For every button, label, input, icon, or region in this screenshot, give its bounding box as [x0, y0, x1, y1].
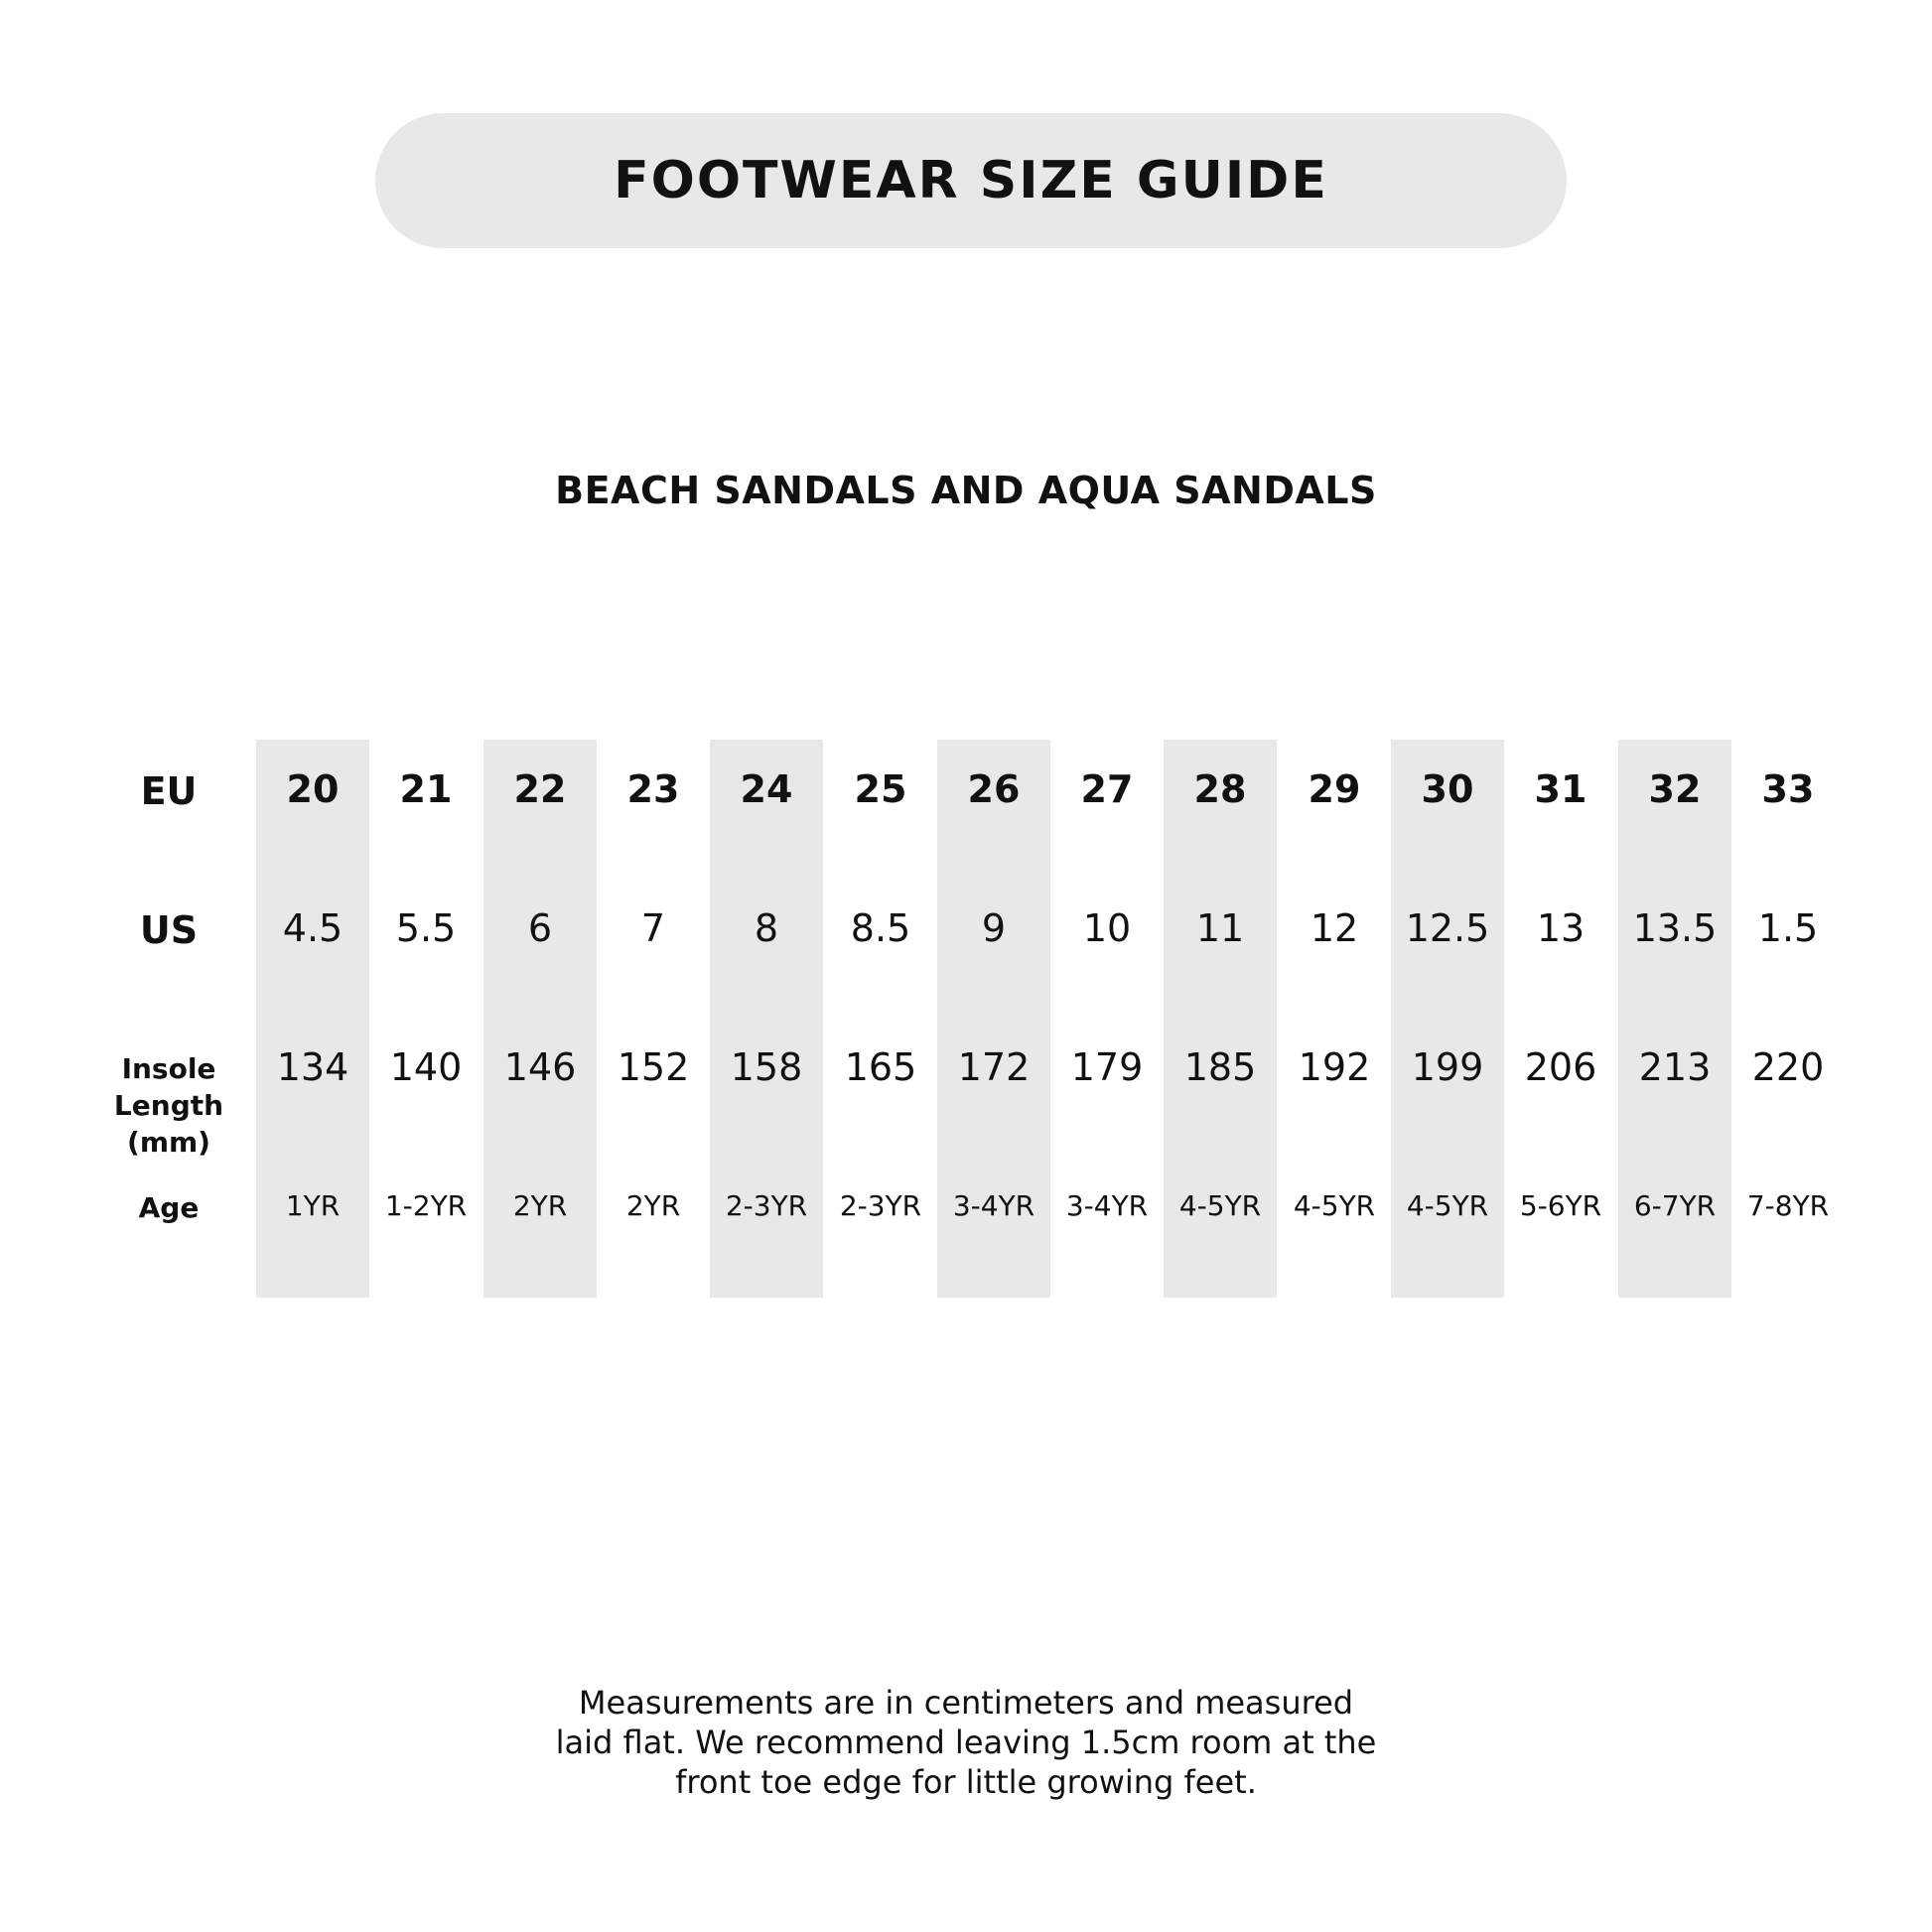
size-eu-cell: 30 [1421, 767, 1474, 811]
size-eu-cell: 33 [1761, 767, 1815, 811]
size-eu-cell: 20 [286, 767, 340, 811]
size-insole-cell: 185 [1183, 1045, 1257, 1089]
size-eu-cell: 27 [1080, 767, 1134, 811]
size-insole-cell: 152 [617, 1045, 690, 1089]
row-label-insole-line2: Length [113, 1089, 224, 1122]
size-us-cell: 5.5 [395, 906, 457, 950]
size-us-cell: 9 [981, 906, 1007, 950]
size-us-cell: 13.5 [1632, 906, 1718, 950]
size-insole-cell: 140 [389, 1045, 463, 1089]
size-insole-cell: 179 [1070, 1045, 1144, 1089]
size-us-cell: 1.5 [1757, 906, 1819, 950]
size-eu-cell: 24 [740, 767, 793, 811]
size-us-cell: 12 [1310, 906, 1359, 950]
size-insole-cell: 158 [730, 1045, 803, 1089]
size-insole-cell: 192 [1298, 1045, 1371, 1089]
size-us-cell: 4.5 [282, 906, 344, 950]
row-label-age: Age [138, 1191, 200, 1224]
size-us-cell: 8.5 [850, 906, 911, 950]
size-insole-cell: 165 [844, 1045, 917, 1089]
size-age-cell: 2-3YR [839, 1189, 922, 1222]
size-us-cell: 10 [1082, 906, 1132, 950]
size-age-cell: 4-5YR [1178, 1189, 1262, 1222]
size-age-cell: 4-5YR [1406, 1189, 1489, 1222]
note-line-1: Measurements are in centimeters and measured [578, 1684, 1354, 1722]
size-insole-cell: 199 [1411, 1045, 1484, 1089]
page-title: FOOTWEAR SIZE GUIDE [614, 151, 1328, 210]
size-insole-cell: 172 [957, 1045, 1031, 1089]
note-line-2: laid flat. We recommend leaving 1.5cm room at the [555, 1724, 1377, 1761]
size-insole-cell: 213 [1638, 1045, 1712, 1089]
size-us-cell: 12.5 [1405, 906, 1490, 950]
size-age-cell: 6-7YR [1633, 1189, 1717, 1222]
size-eu-cell: 25 [854, 767, 907, 811]
size-age-cell: 3-4YR [1065, 1189, 1149, 1222]
size-age-cell: 2YR [512, 1189, 568, 1222]
size-age-cell: 2YR [625, 1189, 681, 1222]
size-us-cell: 13 [1536, 906, 1586, 950]
section-subtitle: BEACH SANDALS AND AQUA SANDALS [555, 469, 1377, 512]
note-line-3: front toe edge for little growing feet. [675, 1763, 1257, 1801]
size-age-cell: 1YR [285, 1189, 341, 1222]
size-age-cell: 4-5YR [1293, 1189, 1376, 1222]
row-label-us: US [139, 908, 199, 952]
row-label-eu: EU [140, 769, 198, 813]
title-pill [375, 113, 1567, 248]
size-insole-cell: 206 [1524, 1045, 1597, 1089]
size-age-cell: 3-4YR [952, 1189, 1035, 1222]
size-eu-cell: 22 [513, 767, 567, 811]
size-eu-cell: 32 [1648, 767, 1702, 811]
row-label-insole-length [60, 1050, 278, 1161]
size-eu-cell: 21 [399, 767, 453, 811]
size-eu-cell: 29 [1308, 767, 1361, 811]
size-us-cell: 8 [754, 906, 779, 950]
size-eu-cell: 28 [1193, 767, 1247, 811]
row-label-insole-line3: (mm) [127, 1126, 210, 1159]
size-age-cell: 1-2YR [384, 1189, 468, 1222]
size-age-cell: 7-8YR [1746, 1189, 1830, 1222]
size-eu-cell: 31 [1534, 767, 1587, 811]
measurement-note [470, 1683, 1462, 1802]
size-age-cell: 5-6YR [1519, 1189, 1602, 1222]
size-age-cell: 2-3YR [725, 1189, 808, 1222]
size-insole-cell: 220 [1751, 1045, 1825, 1089]
size-us-cell: 11 [1195, 906, 1245, 950]
size-us-cell: 7 [640, 906, 666, 950]
size-eu-cell: 26 [967, 767, 1021, 811]
size-insole-cell: 146 [503, 1045, 577, 1089]
row-label-insole-line1: Insole [121, 1052, 216, 1085]
size-insole-cell: 134 [276, 1045, 349, 1089]
size-eu-cell: 23 [626, 767, 680, 811]
size-us-cell: 6 [527, 906, 553, 950]
